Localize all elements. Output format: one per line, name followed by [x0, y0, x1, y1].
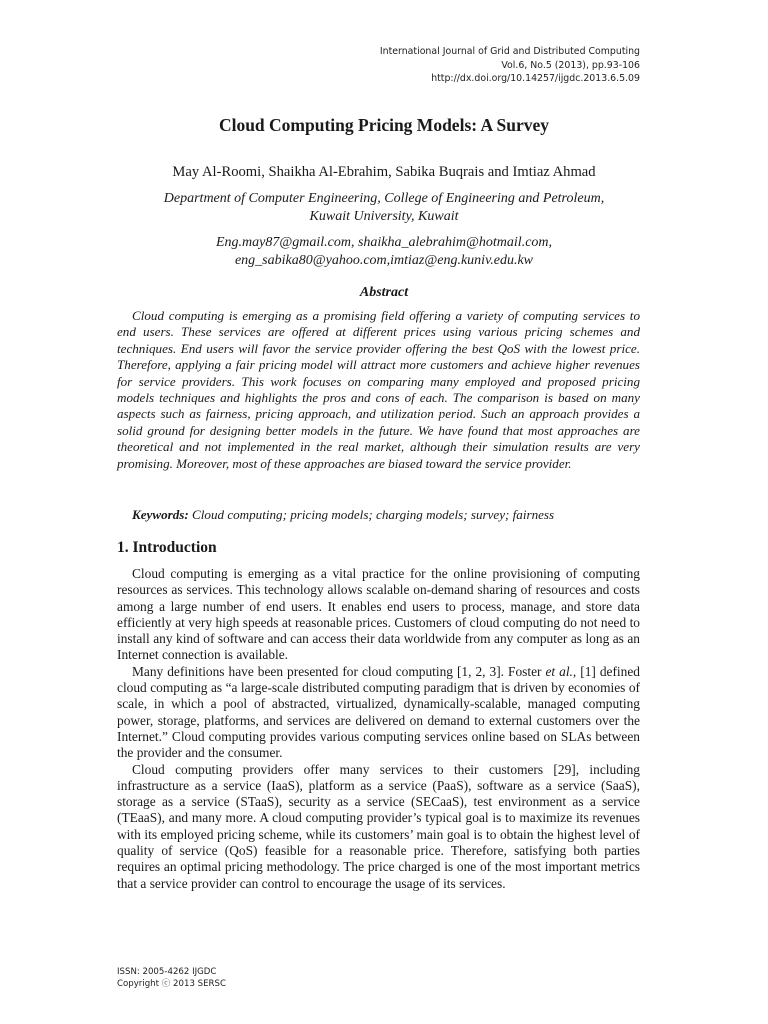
journal-name: International Journal of Grid and Distributed Computing — [379, 46, 640, 57]
footer-copyright: Copyright ⓒ 2013 SERSC — [117, 979, 226, 989]
intro-p2-etal: et al. — [545, 663, 573, 679]
section-body — [117, 566, 640, 892]
email-line-2: eng_sabika80@yahoo.com,imtiaz@eng.kuniv.edu.kw — [234, 253, 534, 268]
intro-paragraph-3: Cloud computing providers offer many services to their customers [29], including infrastructure as a service (IaaS), platform as a service (PaaS), software as a service (SaaS), storage as a service (STaaS), security as a service (SECaaS), test environment as a service (TEaaS), and many more. A cloud computing provider’s typical goal is to maximize its revenues with its employed pricing scheme, while its customers’ main goal is to obtain the highest level of quality of service (QoS) feasible for a reasonable price. Therefore, satisfying both parties requires an optimal pricing methodology. The price charged is one of the most important metrics that a service provider can control to encourage the usage of its services. — [117, 761, 640, 891]
keywords-text: Cloud computing; pricing models; charging models; survey; fairness — [192, 507, 555, 522]
section-heading: 1. Introduction — [117, 539, 217, 556]
intro-p2-text-b: , [1] defined cloud computing as “a large-scale distributed computing paradigm that is driven by economies of scale, in which a pool of abstracted, virtualized, dynamically-scalable, managed computing power, storage, platforms, and services are delivered on demand to external customers over the Internet.” Cloud computing provides various computing services online based on SLAs between the provider and the consumer. — [117, 663, 640, 761]
keywords — [132, 507, 652, 523]
author-emails — [0, 234, 768, 270]
journal-doi: http://dx.doi.org/10.14257/ijgdc.2013.6.5.09 — [431, 73, 640, 84]
intro-p2-text-a: Many definitions have been presented for cloud computing [1, 2, 3]. Foster — [132, 663, 546, 679]
keywords-label: Keywords: — [132, 507, 189, 522]
intro-paragraph-2 — [117, 664, 640, 762]
footer-issn: ISSN: 2005-4262 IJGDC — [117, 967, 217, 977]
affiliation-line-2: Kuwait University, Kuwait — [309, 209, 459, 224]
page-footer — [117, 966, 226, 990]
journal-volume: Vol.6, No.5 (2013), pp.93-106 — [501, 59, 640, 71]
intro-paragraph-1: Cloud computing is emerging as a vital practice for the online provisioning of computing resources as services. This technology allows scalable on-demand sharing of resources and costs among a large number of end users. It enables end users to process, manage, and store data efficiently at very high speeds at reasonable prices. Customers of cloud computing do not need to install any kind of software and can access their data worldwide from any computer as long as an Internet connection is available. — [117, 566, 640, 663]
abstract-heading: Abstract — [359, 285, 409, 300]
author-affiliation — [0, 190, 768, 226]
paper-authors: May Al-Roomi, Shaikha Al-Ebrahim, Sabika Buqrais and Imtiaz Ahmad — [172, 164, 596, 180]
abstract-text: Cloud computing is emerging as a promising field offering a variety of computing services to end users. These services are offered at different prices using various pricing schemes and techniques. End users will favor the service provider offering the best QoS with the lowest price. Therefore, applying a fair pricing model will attract more customers and achieve higher revenues for service providers. This work focuses on comparing many employed and proposed pricing models techniques and highlights the pros and cons of each. The comparison is based on many aspects such as fairness, pricing approach, and utilization period. Such an approach provides a solid ground for designing better models in the future. We have found that most approaches are theoretical and not implemented in the real market, although their simulation results are very promising. Moreover, most of these approaches are biased toward the service provider. — [117, 308, 640, 471]
affiliation-line-1: Department of Computer Engineering, College of Engineering and Petroleum, — [163, 191, 605, 206]
email-line-1: Eng.may87@gmail.com, shaikha_alebrahim@hotmail.com, — [215, 235, 553, 250]
journal-header — [240, 45, 640, 86]
paper-title: Cloud Computing Pricing Models: A Survey — [218, 115, 550, 135]
